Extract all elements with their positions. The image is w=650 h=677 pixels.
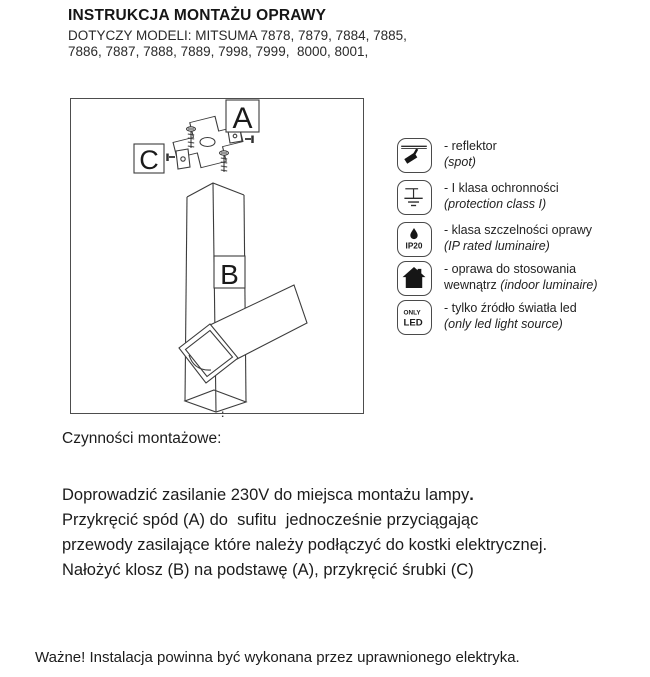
- ip20-text: IP20: [405, 241, 423, 251]
- legend-label-en-italic: (protection class I): [444, 196, 547, 211]
- legend-text-led-only: [444, 301, 644, 332]
- installation-steps: [62, 483, 547, 583]
- legend-label-en-italic: (indoor luminaire): [500, 277, 598, 292]
- legend-label-pl: - oprawa do stosowania: [444, 262, 577, 276]
- legend-label-pl: - klasa szczelności oprawy: [444, 223, 592, 237]
- legend-label-pl: - reflektor: [444, 139, 497, 153]
- stray-mark: :: [221, 409, 225, 420]
- step-line-4: Nałożyć klosz (B) na podstawę (A), przykręcić śrubki (C): [62, 561, 474, 579]
- screw-a-pointer: [245, 136, 253, 144]
- screw-c-pointer: [168, 154, 176, 162]
- step-line-1: [62, 483, 547, 508]
- legend-text-protection-class: [444, 181, 644, 212]
- model-list-line-2: 7886, 7887, 7888, 7889, 7998, 7999, 8000, 8001,: [68, 43, 369, 59]
- label-c: [134, 144, 164, 175]
- legend-label-pl: - I klasa ochronności: [444, 181, 559, 195]
- label-c-letter: C: [139, 145, 159, 175]
- legend-text-ip-rating: [444, 223, 644, 254]
- legend-label-en: [444, 155, 644, 171]
- protection-class-icon: [397, 180, 432, 215]
- legend-label-en-italic: (IP rated luminaire): [444, 238, 550, 253]
- legend-label-en-regular: wewnątrz: [444, 277, 501, 292]
- legend-text-spot: [444, 139, 644, 170]
- step-line-3: przewody zasilające które należy podłączyć do kostki elektrycznej.: [62, 536, 548, 554]
- step-line-1-text: Doprowadzić zasilanie 230V do miejsca montażu lampy: [62, 486, 470, 504]
- lamp-column: [185, 183, 246, 412]
- assembly-diagram: [70, 98, 364, 414]
- spot-icon: [397, 138, 432, 173]
- step-line-1-period: .: [469, 486, 474, 504]
- lamp-line-drawing: [71, 99, 363, 413]
- legend-label-en: [444, 278, 644, 294]
- bracket-center-hole: [200, 138, 215, 147]
- page-title: INSTRUKCJA MONTAŻU OPRAWY: [68, 7, 327, 24]
- header: [68, 7, 407, 59]
- warning-text: Ważne! Instalacja powinna być wykonana przez uprawnionego elektryka.: [35, 649, 520, 666]
- bracket-tab-left: [176, 149, 190, 169]
- legend-label-en-italic: (spot): [444, 154, 476, 169]
- legend-label-en: [444, 197, 644, 213]
- indoor-icon: [397, 261, 432, 296]
- spot-head: [179, 285, 307, 383]
- led-text: LED: [403, 317, 423, 329]
- only-text: ONLY: [403, 309, 421, 317]
- ip20-icon: [397, 222, 432, 257]
- legend-label-en: [444, 239, 644, 255]
- section-heading: Czynności montażowe:: [62, 430, 222, 447]
- led-only-icon: [397, 300, 432, 335]
- model-list-line-1: DOTYCZY MODELI: MITSUMA 7878, 7879, 7884, 7885,: [68, 28, 407, 43]
- label-b-letter: B: [220, 259, 239, 290]
- legend-label-pl: - tylko źródło światła led: [444, 301, 577, 315]
- label-a: [226, 100, 259, 135]
- label-a-letter: A: [232, 102, 253, 135]
- legend-label-en: [444, 317, 644, 333]
- step-line-2: Przykręcić spód (A) do sufitu jednocześnie przyciągając: [62, 511, 479, 529]
- label-b: [214, 256, 245, 290]
- legend-label-en-italic: (only led light source): [444, 316, 563, 331]
- legend-text-indoor: [444, 262, 644, 293]
